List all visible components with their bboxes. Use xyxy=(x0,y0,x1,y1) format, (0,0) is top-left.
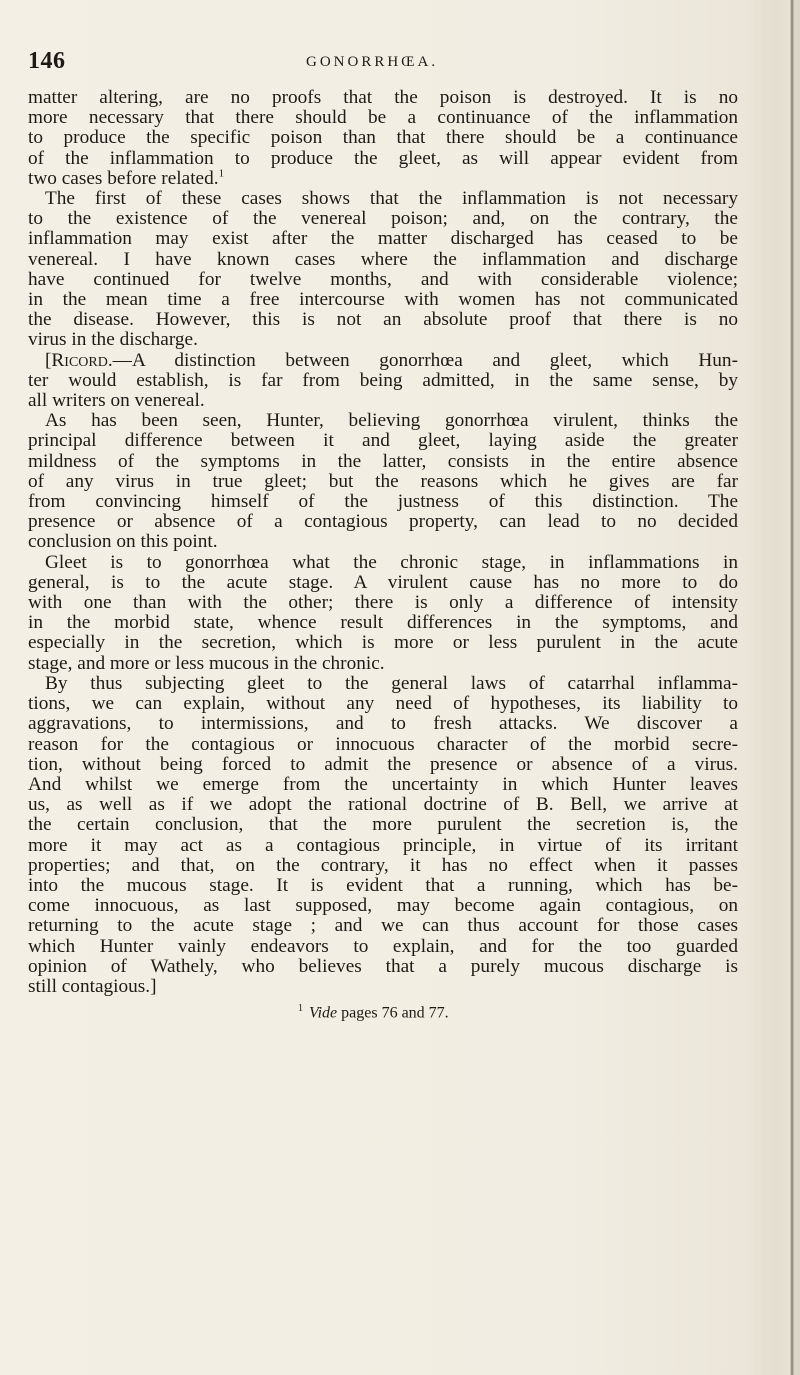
text-line: As has been seen, Hunter, believing gonorrhœa virulent, thinks the xyxy=(45,410,738,432)
text-line: The first of these cases shows that the inflammation is not necessary xyxy=(45,188,738,210)
text-line xyxy=(28,169,738,189)
text-line: to produce the specific poison than that there should be a continuance xyxy=(28,127,738,149)
page-number: 146 xyxy=(28,48,66,74)
text-line: virus in the discharge. xyxy=(28,329,198,351)
text-line: principal difference between it and gleet, laying aside the greater xyxy=(28,430,738,452)
text-line: returning to the acute stage ; and we can thus account for those cases xyxy=(28,915,738,937)
body-text xyxy=(28,88,738,997)
text-line: of the inflammation to produce the gleet, as will appear evident from xyxy=(28,147,738,169)
footnote-mark: 1 xyxy=(298,1003,303,1014)
text-line: into the mucous stage. It is evident that a running, which has be- xyxy=(28,874,738,896)
text-line: to the existence of the venereal poison; and, on the contrary, the xyxy=(28,208,738,230)
text-line: stage, and more or less mucous in the chronic. xyxy=(28,652,385,674)
page-edge xyxy=(794,0,800,1375)
footnote-vide: Vide xyxy=(309,1004,338,1022)
text-line: tion, without being forced to admit the presence or absence of a virus. xyxy=(28,753,738,775)
text-line: of any virus in true gleet; but the reasons which he gives are far xyxy=(28,470,738,492)
text-line: mildness of the symptoms in the latter, consists in the entire absence xyxy=(28,450,738,472)
text-line: in the morbid state, whence result differences in the symptoms, and xyxy=(28,612,738,634)
editor-bracket: [ xyxy=(45,349,52,371)
text-line: more it may act as a contagious principle, in virtue of its irritant xyxy=(28,834,738,856)
footnote-text: pages 76 and 77. xyxy=(341,1004,449,1022)
text-line: reason for the contagious or innocuous character of the morbid secre- xyxy=(28,733,738,755)
text-line: with one than with the other; there is only a difference of intensity xyxy=(28,592,738,614)
text-line: more necessary that there should be a continuance of the inflammation xyxy=(28,107,738,129)
page-gutter-shadow xyxy=(790,0,794,1375)
text-line: the disease. However, this is not an absolute proof that there is no xyxy=(28,309,738,331)
text-line: aggravations, to intermissions, and to fresh attacks. We discover a xyxy=(28,713,738,735)
text-line: from convincing himself of the justness of this distinction. The xyxy=(28,491,738,513)
text-line: come innocuous, as last supposed, may become again contagious, on xyxy=(28,895,738,917)
text-line: tions, we can explain, without any need of hypotheses, its liability to xyxy=(28,693,738,715)
editor-name: Ricord. xyxy=(51,349,113,371)
text-line: opinion of Wathely, who believes that a purely mucous discharge is xyxy=(28,955,738,977)
text-line: general, is to the acute stage. A virulent cause has no more to do xyxy=(28,571,738,593)
text-line: matter altering, are no proofs that the poison is destroyed. It is no xyxy=(28,87,738,108)
text-line: presence or absence of a contagious property, can lead to no decided xyxy=(28,511,738,533)
text-line: properties; and that, on the contrary, it has no effect when it passes xyxy=(28,854,738,876)
text-line: have continued for twelve months, and with considerable violence; xyxy=(28,268,738,290)
text-line: ter would establish, is far from being admitted, in the same sense, by xyxy=(28,369,738,391)
text-line: And whilst we emerge from the uncertainty in which Hunter leaves xyxy=(28,773,738,795)
text-line: By thus subjecting gleet to the general laws of catarrhal inflamma- xyxy=(45,672,738,694)
text-line: venereal. I have known cases where the inflammation and discharge xyxy=(28,248,738,270)
text-line: all writers on venereal. xyxy=(28,390,205,412)
text-line: especially in the secretion, which is more or less purulent in the acute xyxy=(28,632,738,654)
text-line: conclusion on this point. xyxy=(28,531,218,553)
text-line: us, as well as if we adopt the rational doctrine of B. Bell, we arrive at xyxy=(28,794,738,816)
text-line: inflammation may exist after the matter discharged has ceased to be xyxy=(28,228,738,250)
footnote xyxy=(298,1003,449,1022)
text-line: which Hunter vainly endeavors to explain, and for the too guarded xyxy=(28,935,738,957)
page-header xyxy=(28,48,668,82)
text-line: in the mean time a free intercourse with women has not communicated xyxy=(28,289,738,311)
text-line: still contagious.] xyxy=(28,975,157,997)
running-head: GONORRHŒA. xyxy=(306,54,439,70)
text-line: Gleet is to gonorrhœa what the chronic stage, in inflammations in xyxy=(45,551,738,573)
text-line: the certain conclusion, that the more purulent the secretion is, the xyxy=(28,814,738,836)
text-line-content: two cases before related. xyxy=(28,167,219,189)
text-line-content: —A distinction between gonorrhœa and gleet, which Hun- xyxy=(112,349,738,371)
footnote-reference: 1 xyxy=(218,167,225,180)
text-line xyxy=(28,351,738,371)
